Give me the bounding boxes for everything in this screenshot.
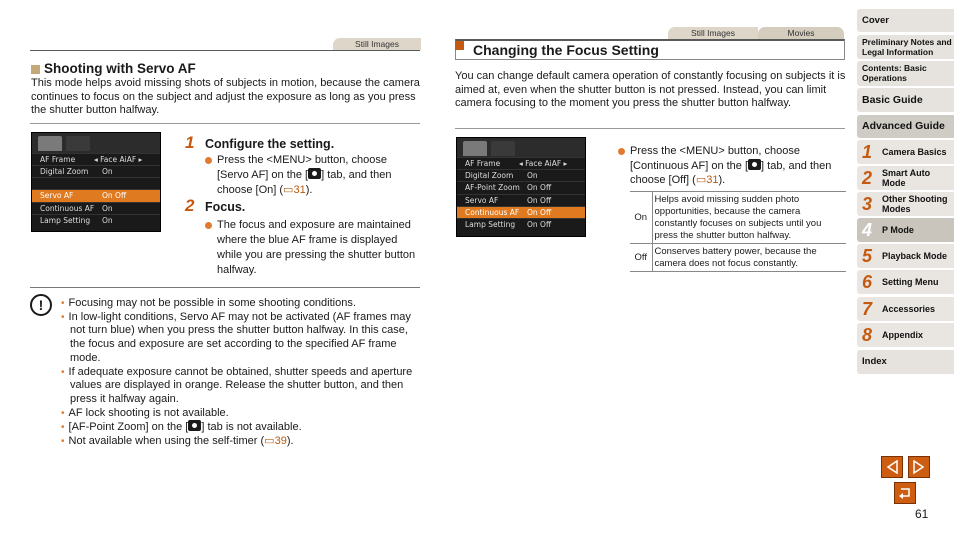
screen-row-selected: Continuous AF On Off [457,206,585,218]
screen-row: AF Frame ◂ Face AiAF ▸ [32,153,160,165]
book-icon: ▭ [695,174,707,186]
list-item: • [AF-Point Zoom] on the [ ] tab is not available. [61,421,302,434]
table-desc: Helps avoid missing sudden photo opportunities, because the camera constantly focuses on subjects until you press the shutter button halfway. [652,192,846,244]
screen-row-blank [32,177,160,189]
settings-tab-icon [491,141,515,156]
step-number: 2 [185,196,195,215]
screen-row: Servo AF On Off [457,194,585,206]
caution-list [61,297,422,449]
nav-chapter-1[interactable]: 1 Camera Basics [857,140,954,164]
book-icon: ▭ [283,184,294,196]
screen-row: Lamp Setting On Off [457,218,585,230]
screen-row: AF Frame ◂ Face AiAF ▸ [457,157,585,169]
step-1 [185,135,421,198]
camera-menu-screen [456,137,586,237]
tab-movies: Movies [758,27,844,39]
settings-tab-icon [66,136,90,151]
screen-row-selected: Servo AF On Off [32,189,160,201]
screen-row: Lamp Setting On [32,214,160,226]
nav-preliminary-notes[interactable]: Preliminary Notes and Legal Information [857,35,954,59]
step-title: Focus. [205,200,246,214]
table-key: Off [630,244,652,272]
screen-row: AF-Point Zoom On Off [457,181,585,193]
table-row [630,192,846,244]
arrow-left-icon [886,460,898,474]
page-ref-link[interactable]: ▭39 [264,435,287,448]
previous-page-button[interactable] [881,456,903,478]
list-item: • In low-light conditions, Servo AF may not be activated (AF frames may not turn blue) when you press the shutter button halfway. In this case, the focus and exposure are set according to the specified AF frame mode. [61,310,411,364]
nav-chapter-7[interactable]: 7 Accessories [857,297,954,321]
camera-tab-icon [38,136,62,151]
step-text: The focus and exposure are maintained where the blue AF frame is displayed while you are pressing the shutter button halfway. [197,218,421,278]
return-icon [898,487,912,499]
table-row [630,244,846,272]
table-key: On [630,192,652,244]
divider [30,287,420,288]
bullet-icon [205,222,212,229]
screen-tabs [32,133,160,153]
nav-contents[interactable]: Contents: Basic Operations [857,61,954,86]
nav-chapter-3[interactable]: 3 Other Shooting Modes [857,192,954,216]
list-item: • Not available when using the self-timer (▭39). [61,435,294,448]
camera-icon [748,159,761,170]
nav-cover[interactable]: Cover [857,9,954,32]
nav-chapter-4[interactable]: 4 P Mode [857,218,954,242]
page-ref-link[interactable]: ▭31 [283,184,306,196]
settings-table [630,191,846,272]
screen-row: Digital Zoom On [457,169,585,181]
nav-basic-guide[interactable]: Basic Guide [857,88,954,112]
next-page-button[interactable] [908,456,930,478]
camera-icon [308,168,321,179]
step-text: Press the <MENU> button, choose [Continuous AF] on the [ ] tab, and then choose [Off] (▭31). [618,144,846,188]
bullet-icon [205,157,212,164]
section-marker-icon [455,41,464,50]
step-title: Configure the setting. [205,137,335,151]
divider [30,50,420,51]
list-item: • AF lock shooting is not available. [61,406,229,419]
nav-index[interactable]: Index [857,350,954,374]
nav-advanced-guide[interactable]: Advanced Guide [857,115,954,138]
nav-chapter-5[interactable]: 5 Playback Mode [857,244,954,268]
nav-chapter-6[interactable]: 6 Setting Menu [857,270,954,294]
list-item: • Focusing may not be possible in some shooting conditions. [61,297,356,309]
section-intro: This mode helps avoid missing shots of subjects in motion, because the camera continues to focus on the subject and adjust the exposure as long as you press the shutter button halfway. [31,77,420,117]
tab-still-images: Still Images [333,38,421,50]
divider [30,123,420,124]
step-text: Press the <MENU> button, choose [Servo AF] on the [ ] tab, and then choose [On] (▭31). [197,153,421,198]
section-intro: You can change default camera operation of constantly focusing on subjects it is aimed at, even when the shutter button is not pressed. Instead, you can limit camera focusing to the moment you press the shutter button halfway. [455,70,846,110]
section-title: Shooting with Servo AF [31,61,196,76]
screen-row: Continuous AF On [32,202,160,214]
camera-menu-screen [31,132,161,232]
book-icon: ▭ [264,435,275,448]
nav-chapter-8[interactable]: 8 Appendix [857,323,954,347]
screen-row: Digital Zoom On [32,165,160,177]
camera-icon [188,420,201,431]
page-number: 61 [915,507,929,521]
page-ref-link[interactable]: ▭31 [695,174,719,186]
screen-tabs [457,138,585,157]
list-item: • If adequate exposure cannot be obtained, shutter speeds and aperture values are displayed in orange. Release the shutter button, and then press it halfway again. [61,365,413,405]
return-button[interactable] [894,482,916,504]
step-2 [185,198,421,278]
tab-still-images: Still Images [668,27,758,39]
divider [455,128,845,129]
bullet-icon [618,148,625,155]
camera-tab-icon [463,141,487,156]
arrow-right-icon [913,460,925,474]
step-number: 1 [185,133,195,152]
nav-chapter-2[interactable]: 2 Smart Auto Mode [857,166,954,190]
section-marker-icon [31,65,40,74]
caution-icon: ! [30,294,52,316]
page-title: Changing the Focus Setting [473,42,659,58]
table-desc: Conserves battery power, because the camera does not focus constantly. [652,244,846,272]
